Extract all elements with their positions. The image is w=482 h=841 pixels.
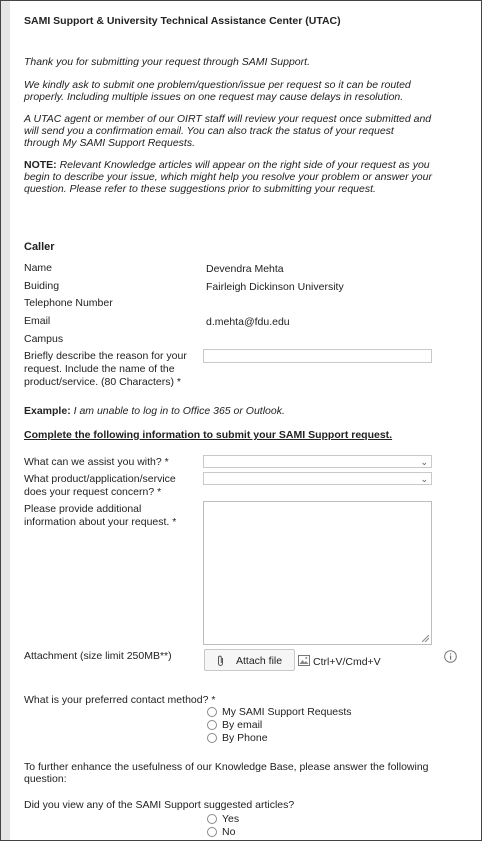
product-label-line-2: does your request concern? * <box>24 486 162 498</box>
info-icon[interactable] <box>444 650 457 663</box>
contact-method-label: What is your preferred contact method? * <box>24 694 216 706</box>
caller-heading: Caller <box>24 241 55 253</box>
page-title: SAMI Support & University Technical Assistance Center (UTAC) <box>24 15 341 27</box>
telephone-label: Telephone Number <box>24 297 113 309</box>
reason-label-line-3: product/service. (80 Characters) * <box>24 376 181 388</box>
paste-hint: Ctrl+V/Cmd+V <box>313 656 381 668</box>
email-value: d.mehta@fdu.edu <box>206 316 290 328</box>
note-line-2: begin to describe your issue, which might help you resolve your problem or answer your <box>24 171 432 183</box>
note-text-1: Relevant Knowledge articles will appear on the right side of your request as you <box>56 159 430 171</box>
note-line-3: question. Please refer to these suggestions prior to submitting your request. <box>24 183 376 195</box>
radio-viewed-no[interactable] <box>207 827 217 837</box>
complete-heading: Complete the following information to submit your SAMI Support request. <box>24 429 393 441</box>
viewed-articles-label: Did you view any of the SAMI Support suggested articles? <box>24 799 295 811</box>
radio-by-email[interactable] <box>207 720 217 730</box>
additional-label-line-2: information about your request. * <box>24 516 177 528</box>
radio-by-phone[interactable] <box>207 733 217 743</box>
campus-label: Campus <box>24 333 64 345</box>
name-label: Name <box>24 262 53 274</box>
attachment-label: Attachment (size limit 250MB**) <box>24 650 172 662</box>
example-label: Example: <box>24 405 71 417</box>
radio-label-viewed-yes: Yes <box>222 813 240 825</box>
kb-question-line-2: question: <box>24 773 67 785</box>
reason-label-line-2: request. Include the name of the <box>24 363 175 375</box>
image-paste-icon[interactable] <box>298 655 310 666</box>
additional-info-textarea[interactable] <box>203 501 432 645</box>
chevron-down-icon: ⌄ <box>420 474 428 484</box>
resize-handle-icon[interactable] <box>422 635 429 642</box>
radio-label-sami-requests: My SAMI Support Requests <box>222 706 352 718</box>
example-text: I am unable to log in to Office 365 or Outlook. <box>70 405 285 417</box>
paperclip-icon <box>216 655 225 667</box>
radio-label-by-phone: By Phone <box>222 732 268 744</box>
radio-sami-requests[interactable] <box>207 707 217 717</box>
radio-label-by-email: By email <box>222 719 263 731</box>
chevron-down-icon: ⌄ <box>420 457 428 467</box>
kb-question-line-1: To further enhance the usefulness of our Knowledge Base, please answer the following <box>24 761 429 773</box>
example-line <box>24 405 285 418</box>
reason-input[interactable] <box>203 349 432 363</box>
email-label: Email <box>24 315 51 327</box>
reason-label-line-1: Briefly describe the reason for your <box>24 350 187 362</box>
product-select[interactable] <box>203 472 432 485</box>
radio-viewed-yes[interactable] <box>207 814 217 824</box>
name-value: Devendra Mehta <box>206 263 284 275</box>
intro-paragraph-3-line-2: will send you a confirmation email. You can also track the status of your request <box>24 125 394 137</box>
note-line-1 <box>24 159 430 172</box>
left-scroll-gutter <box>1 1 10 841</box>
product-label-line-1: What product/application/service <box>24 473 176 485</box>
intro-paragraph-2-line-2: properly. Including multiple issues on one request may cause delays in resolution. <box>24 91 404 103</box>
assist-select[interactable] <box>203 455 432 468</box>
intro-paragraph-2-line-1: We kindly ask to submit one problem/question/issue per request so it can be routed <box>24 79 411 91</box>
assist-label: What can we assist you with? * <box>24 456 169 468</box>
intro-paragraph-3-line-3: through My SAMI Support Requests. <box>24 137 195 149</box>
attach-file-button[interactable] <box>204 649 295 671</box>
intro-paragraph-3-line-1: A UTAC agent or member of our OIRT staff will review your request once submitted and <box>24 113 432 125</box>
building-value: Fairleigh Dickinson University <box>206 281 344 293</box>
intro-paragraph-1: Thank you for submitting your request through SAMI Support. <box>24 56 310 68</box>
building-label: Buiding <box>24 280 60 292</box>
additional-label-line-1: Please provide additional <box>24 503 142 515</box>
attach-file-label: Attach file <box>236 655 283 667</box>
note-label: NOTE: <box>24 159 57 171</box>
radio-label-viewed-no: No <box>222 826 236 838</box>
